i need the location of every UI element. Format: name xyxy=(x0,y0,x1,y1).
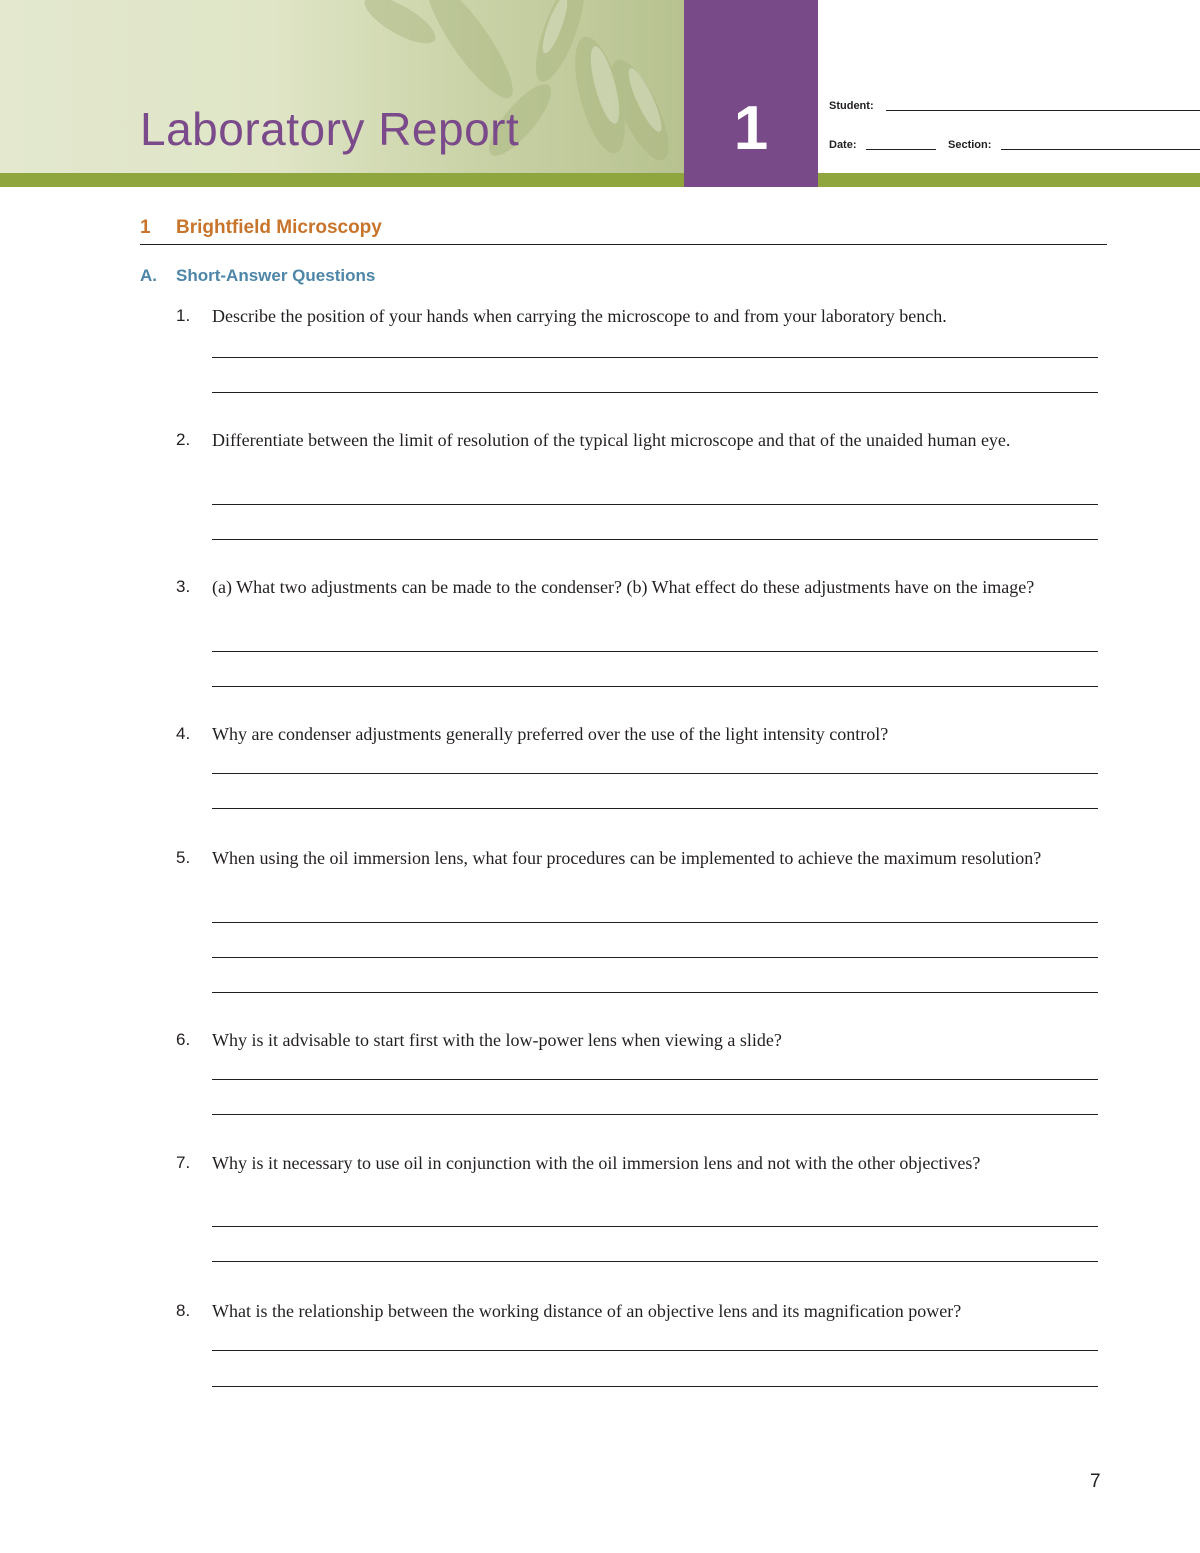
answer-line[interactable] xyxy=(212,1226,1098,1227)
question-number: 5. xyxy=(176,848,191,867)
question-item xyxy=(176,722,1106,746)
section-label: Section: xyxy=(948,139,992,151)
answer-line[interactable] xyxy=(212,992,1098,993)
answer-line[interactable] xyxy=(212,808,1098,809)
question-text: What is the relationship between the working distance of an objective lens and its magnification power? xyxy=(212,1301,962,1321)
date-field[interactable] xyxy=(866,149,936,150)
section-title: Brightfield Microscopy xyxy=(176,217,382,238)
answer-line[interactable] xyxy=(212,1114,1098,1115)
answer-line[interactable] xyxy=(212,1261,1098,1262)
question-text: Why is it necessary to use oil in conjunction with the oil immersion lens and not with the other objectives? xyxy=(212,1153,981,1173)
question-item xyxy=(176,1151,1106,1175)
answer-line[interactable] xyxy=(212,686,1098,687)
section-divider xyxy=(140,244,1107,245)
question-text: Why are condenser adjustments generally preferred over the use of the light intensity control? xyxy=(212,724,889,744)
question-number: 7. xyxy=(176,1153,191,1172)
student-label: Student: xyxy=(829,100,874,112)
answer-line[interactable] xyxy=(212,773,1098,774)
header-accent-bar-right xyxy=(818,173,1200,187)
report-title: Laboratory Report xyxy=(140,103,520,155)
question-item xyxy=(176,1299,1106,1323)
section-number: 1 xyxy=(140,217,151,238)
question-text: Differentiate between the limit of resolution of the typical light microscope and that of the unaided human eye. xyxy=(212,430,1011,450)
answer-line[interactable] xyxy=(212,539,1098,540)
answer-line[interactable] xyxy=(212,957,1098,958)
section-field[interactable] xyxy=(1001,149,1200,150)
question-number: 3. xyxy=(176,577,191,596)
subsection-heading xyxy=(140,266,375,286)
header-banner xyxy=(0,0,684,173)
question-number: 6. xyxy=(176,1030,191,1049)
section-heading xyxy=(140,217,382,239)
answer-line[interactable] xyxy=(212,357,1098,358)
question-text: Describe the position of your hands when carrying the microscope to and from your laboratory bench. xyxy=(212,306,947,326)
question-item xyxy=(176,846,1106,870)
question-number: 2. xyxy=(176,430,191,449)
answer-line[interactable] xyxy=(212,504,1098,505)
chapter-number-box xyxy=(684,0,818,187)
page-number: 7 xyxy=(1090,1471,1101,1492)
question-text: When using the oil immersion lens, what four procedures can be implemented to achieve the maximum resolution? xyxy=(212,848,1042,868)
header-accent-bar xyxy=(0,173,684,187)
chapter-number: 1 xyxy=(733,94,769,163)
answer-line[interactable] xyxy=(212,651,1098,652)
question-item xyxy=(176,304,1106,328)
date-label: Date: xyxy=(829,139,857,151)
question-item xyxy=(176,575,1106,599)
answer-line[interactable] xyxy=(212,922,1098,923)
question-item xyxy=(176,428,1106,452)
question-text: Why is it advisable to start first with the low-power lens when viewing a slide? xyxy=(212,1030,782,1050)
student-field[interactable] xyxy=(886,110,1200,111)
question-number: 8. xyxy=(176,1301,191,1320)
answer-line[interactable] xyxy=(212,1350,1098,1351)
answer-line[interactable] xyxy=(212,1079,1098,1080)
answer-line[interactable] xyxy=(212,1386,1098,1387)
subsection-letter: A. xyxy=(140,266,157,285)
question-number: 1. xyxy=(176,306,191,325)
question-item xyxy=(176,1028,1106,1052)
question-number: 4. xyxy=(176,724,191,743)
answer-line[interactable] xyxy=(212,392,1098,393)
subsection-title: Short-Answer Questions xyxy=(176,266,376,285)
question-text: (a) What two adjustments can be made to the condenser? (b) What effect do these adjustments have on the image? xyxy=(212,577,1035,597)
